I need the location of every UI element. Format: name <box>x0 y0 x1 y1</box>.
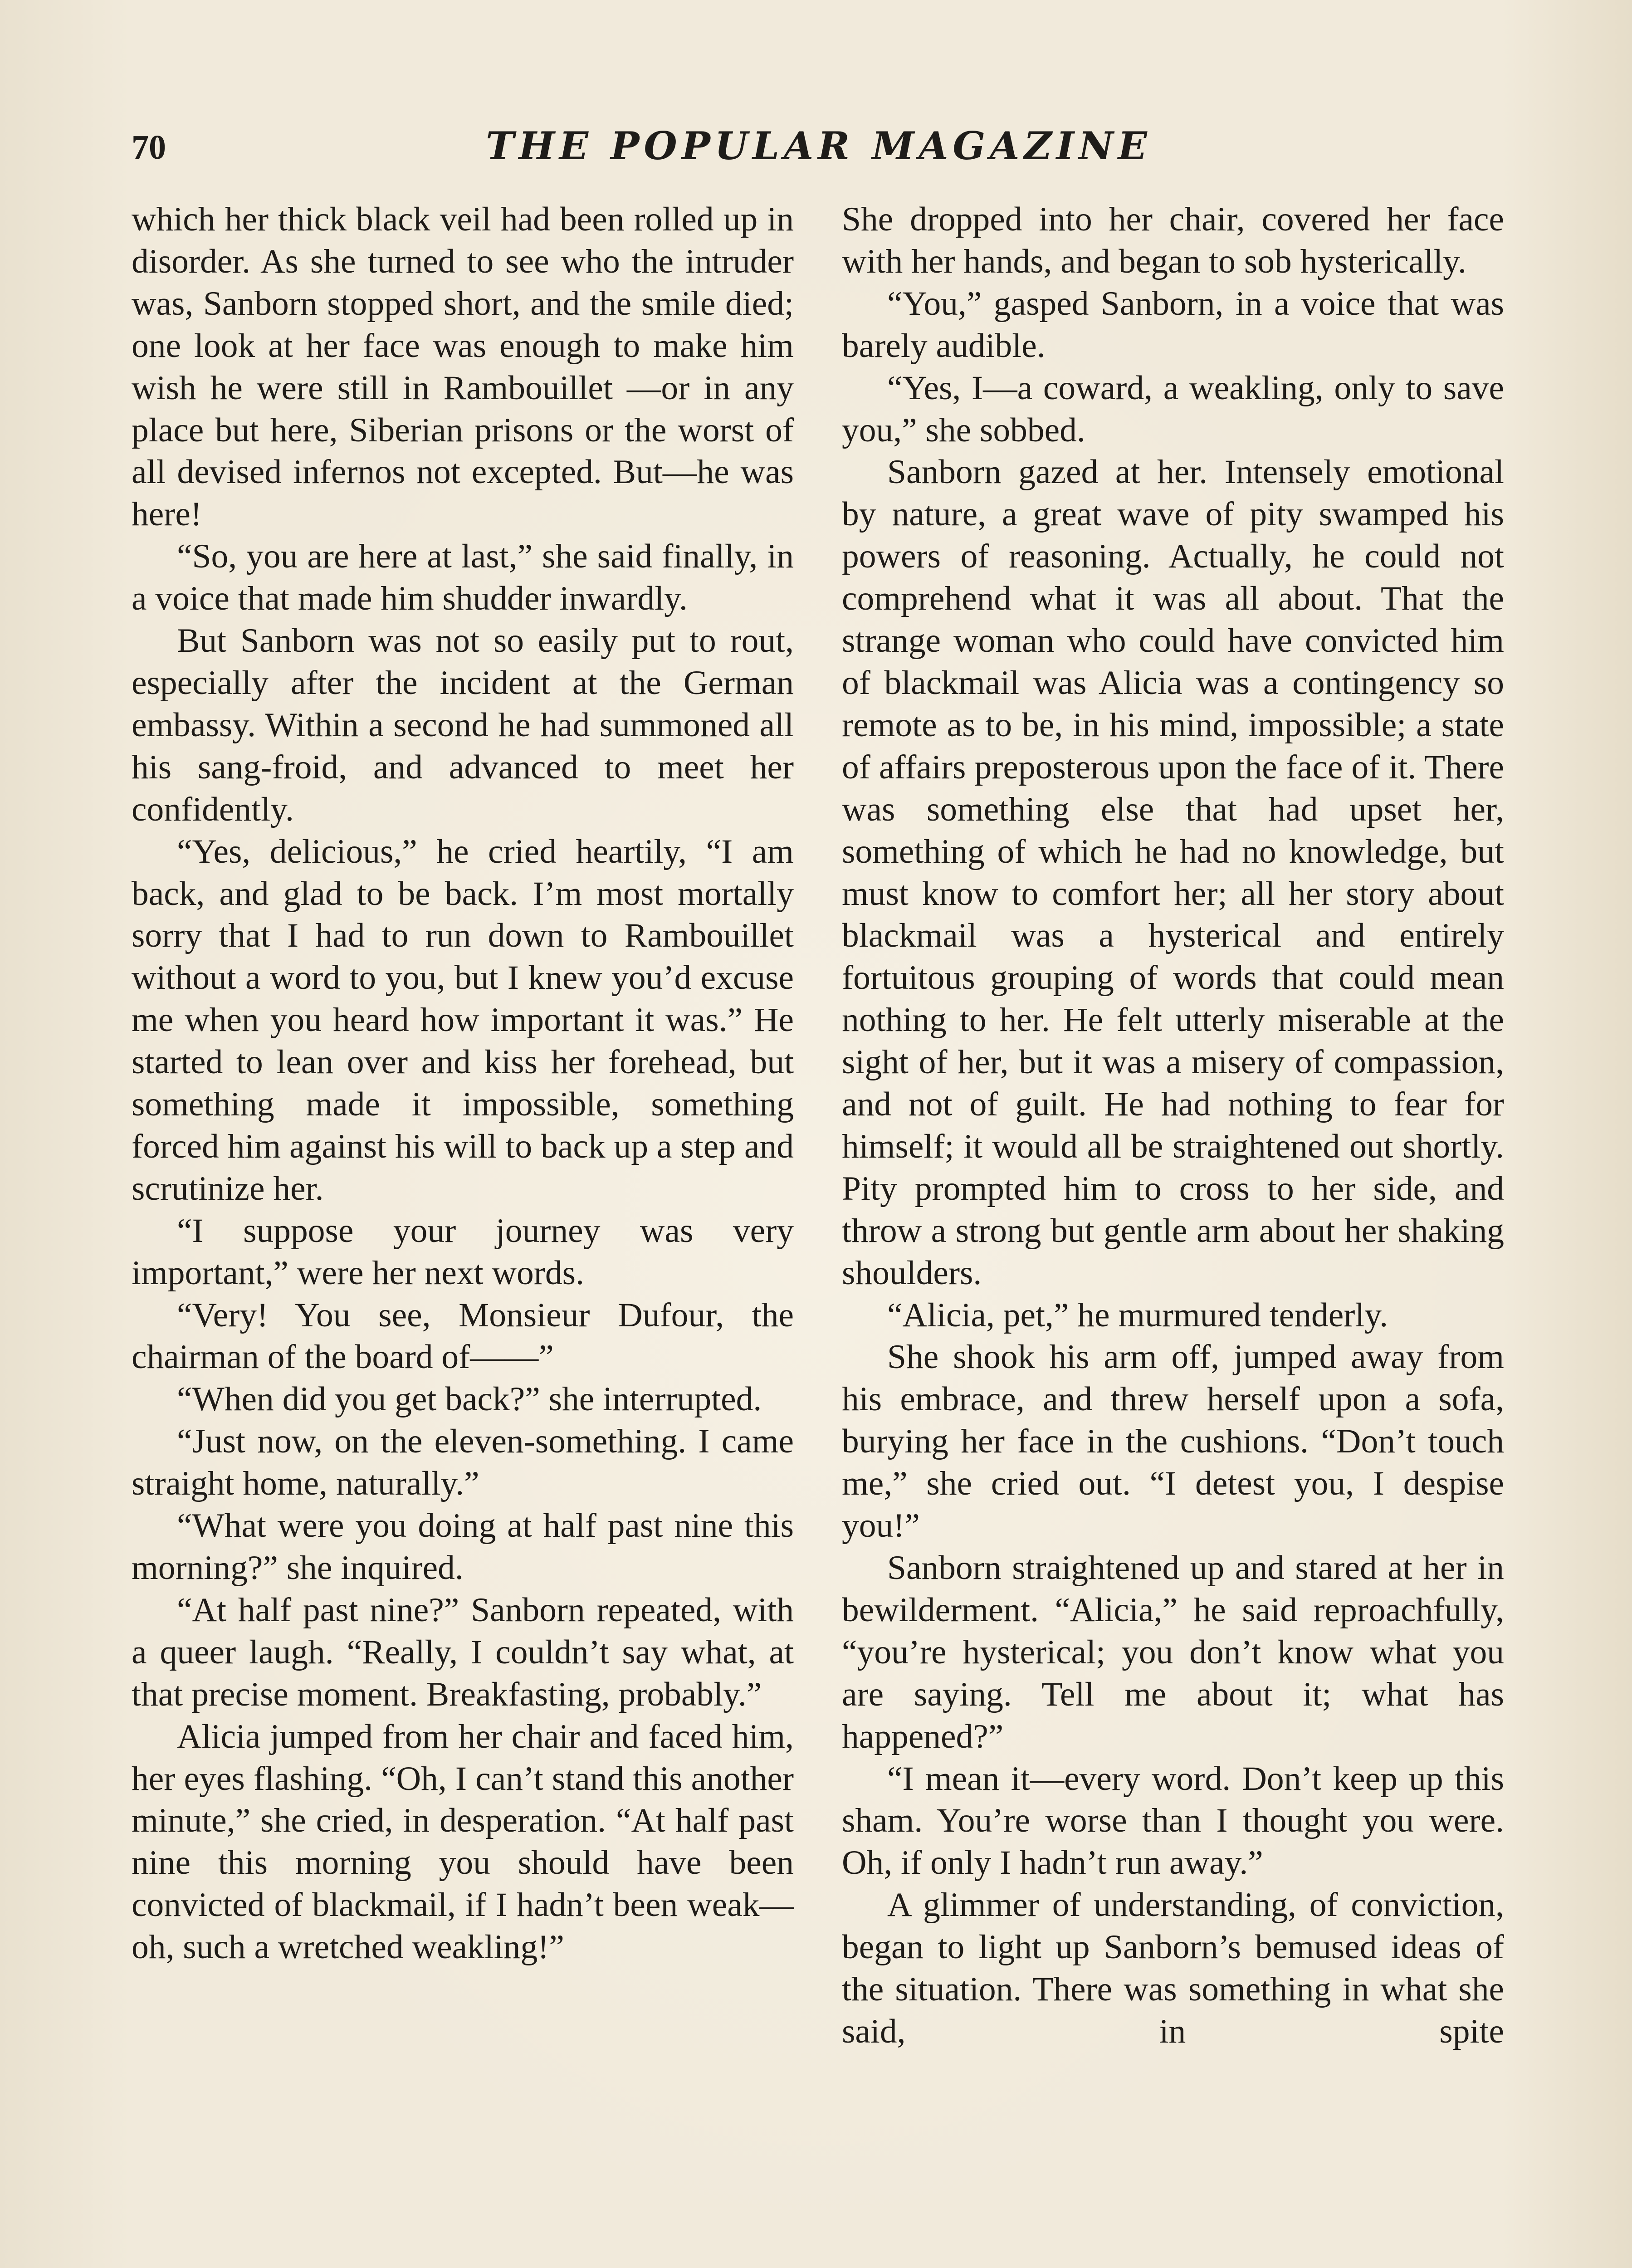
paragraph: “When did you get back?” she interrupted. <box>177 1380 762 1418</box>
paragraph: She shook his arm off, jumped away from his embrace, and threw herself upon a sofa, burying her face in the cushions. “Don’t touch me,” she cried out. “I detest you, I despise you!” <box>842 1338 1504 1545</box>
paragraph: “You,” gasped Sanborn, in a voice that was barely audible. <box>842 284 1504 365</box>
page-number: 70 <box>132 128 166 166</box>
paragraph: “At half past nine?” Sanborn repeated, with a queer laugh. “Really, I couldn’t say what, at that precise moment. Breakfasting, probably.” <box>132 1591 794 1713</box>
right-column <box>842 199 1504 2053</box>
paragraph: “So, you are here at last,” she said finally, in a voice that made him shudder inwardly. <box>132 538 794 618</box>
paragraph: A glimmer of understanding, of conviction, began to light up Sanborn’s bemused ideas of the situation. There was something in what she said, in spite <box>842 1886 1504 2050</box>
paragraph: Sanborn straightened up and stared at her in bewilderment. “Alicia,” he said reproachfully, “you’re hysterical; you don’t know what you are saying. Tell me about it; what has happened?” <box>842 1549 1504 1755</box>
paragraph: “I suppose your journey was very important,” were her next words. <box>132 1212 794 1292</box>
paragraph: which her thick black veil had been rolled up in disorder. As she turned to see who the intruder was, Sanborn stopped short, and the smile died; one look at her face was enough to make him wish he were still in Rambouillet —or in any place but here, Siberian prisons or the worst of all devised infernos not excepted. But—he was here! <box>132 200 794 533</box>
paragraph: Sanborn gazed at her. Intensely emotional by nature, a great wave of pity swamped his powers of reasoning. Actually, he could not comprehend what it was all about. That the strange woman who could have convicted him of blackmail was Alicia was a contingency so remote as to be, in his mind, impossible; a state of affairs preposterous upon the face of it. There was something else that had upset her, something of which he had no knowledge, but must know to comfort her; all her story about blackmail was a hysterical and entirely fortuitous grouping of words that could mean nothing to her. He felt utterly miserable at the sight of her, but it was a misery of compassion, and not of guilt. He had nothing to fear for himself; it would all be straightened out shortly. Pity prompted him to cross to her side, and throw a strong but gentle arm about her shaking shoulders. <box>842 453 1504 1292</box>
left-column <box>132 199 794 1969</box>
page-header <box>132 114 1506 173</box>
paragraph: But Sanborn was not so easily put to rout, especially after the incident at the German embassy. Within a second he had summoned all his sang-froid, and advanced to meet her confidently. <box>132 622 794 828</box>
paragraph: “I mean it—every word. Don’t keep up this sham. You’re worse than I thought you were. Oh, if only I hadn’t run away.” <box>842 1760 1504 1882</box>
paragraph: “Just now, on the eleven-something. I came straight home, naturally.” <box>132 1422 794 1503</box>
paragraph: “Yes, delicious,” he cried heartily, “I am back, and glad to be back. I’m most mortally sorry that I had to run down to Rambouillet without a word to you, but I knew you’d excuse me when you heard how important it was.” He started to lean over and kiss her forehead, but something made it impossible, something forced him against his will to back up a step and scrutinize her. <box>132 832 794 1207</box>
paragraph: “Alicia, pet,” he murmured tenderly. <box>887 1296 1388 1334</box>
paragraph: Alicia jumped from her chair and faced him, her eyes flashing. “Oh, I can’t stand this another minute,” she cried, in desperation. “At half past nine this morning you should have been convicted of blackmail, if I hadn’t been weak—oh, such a wretched weakling!” <box>132 1717 794 1966</box>
running-title: THE POPULAR MAGAZINE <box>486 123 1152 168</box>
paragraph: “Very! You see, Monsieur Dufour, the chairman of the board of——” <box>132 1296 794 1376</box>
paragraph: “What were you doing at half past nine this morning?” she inquired. <box>132 1507 794 1587</box>
paragraph: She dropped into her chair, covered her face with her hands, and began to sob hysterically. <box>842 200 1504 280</box>
paragraph: “Yes, I—a coward, a weakling, only to save you,” she sobbed. <box>842 369 1504 449</box>
